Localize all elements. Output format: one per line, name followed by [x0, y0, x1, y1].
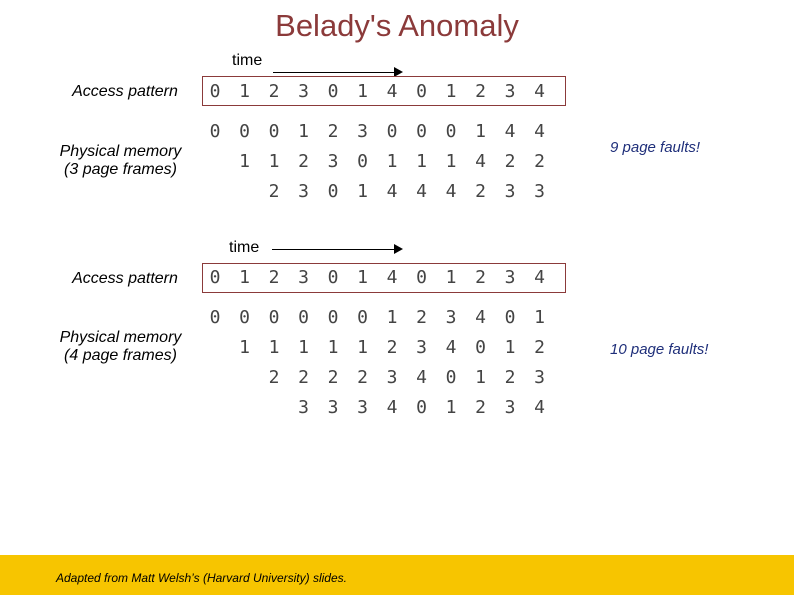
access-cell: 0 — [416, 267, 427, 288]
frame-cell: 4 — [534, 121, 545, 142]
frame-cell: 2 — [357, 367, 368, 388]
frame-cell: 2 — [327, 367, 339, 388]
frame-cell: 2 — [475, 181, 486, 202]
access-cell: 4 — [386, 267, 398, 288]
frame-cell: 0 — [504, 307, 516, 328]
frame-cell: 1 — [534, 307, 545, 328]
frame-cell: 1 — [504, 337, 516, 358]
frame-cell: 0 — [209, 307, 221, 328]
frame-cell: 4 — [475, 307, 486, 328]
frame-cell: 4 — [445, 181, 457, 202]
access-cell: 4 — [534, 267, 545, 288]
frame-cell: 3 — [357, 397, 368, 418]
frame-cell: 1 — [386, 307, 398, 328]
frame-cell: 0 — [298, 307, 309, 328]
frame-cell: 1 — [445, 151, 457, 172]
frame-cell: 0 — [327, 181, 339, 202]
frame-cell: 0 — [445, 121, 457, 142]
page-fault-count: 9 page faults! — [610, 139, 701, 156]
access-cell: 2 — [268, 267, 280, 288]
access-cell: 3 — [298, 267, 309, 288]
frame-cell: 1 — [327, 337, 339, 358]
frame-cell: 0 — [357, 307, 368, 328]
frame-cell: 0 — [416, 397, 427, 418]
frame-cell: 2 — [416, 307, 427, 328]
physical-memory-label-line1: Physical memory — [59, 143, 182, 160]
frame-cell: 1 — [298, 337, 309, 358]
frame-cell: 3 — [327, 151, 339, 172]
slide-title: Belady's Anomaly — [275, 8, 519, 43]
access-cell: 3 — [504, 81, 516, 102]
access-cell: 2 — [475, 267, 486, 288]
frame-cell: 2 — [298, 151, 309, 172]
frame-cell: 2 — [386, 337, 398, 358]
frame-cell: 1 — [475, 367, 486, 388]
frame-cell: 2 — [268, 181, 280, 202]
access-cell: 2 — [475, 81, 486, 102]
frame-cell: 3 — [504, 397, 516, 418]
frame-cell: 2 — [534, 337, 545, 358]
access-cell: 4 — [386, 81, 398, 102]
frame-cell: 2 — [298, 367, 309, 388]
physical-memory-label — [48, 329, 193, 365]
frame-cell: 3 — [298, 397, 309, 418]
frame-cell: 0 — [475, 337, 486, 358]
access-cell: 3 — [504, 267, 516, 288]
physical-memory-label-line2: (4 page frames) — [64, 347, 177, 364]
frame-cell: 4 — [416, 181, 427, 202]
frame-cell: 2 — [504, 151, 516, 172]
access-cell: 0 — [327, 81, 339, 102]
frame-cell: 0 — [445, 367, 457, 388]
frame-cell: 2 — [268, 367, 280, 388]
time-arrow-icon — [273, 72, 401, 73]
access-cell: 1 — [357, 81, 368, 102]
access-cell: 1 — [357, 267, 368, 288]
footer-bar — [0, 555, 794, 595]
frame-cell: 4 — [416, 367, 427, 388]
time-label: time — [232, 52, 263, 69]
frame-cell: 4 — [386, 397, 398, 418]
access-cell: 0 — [327, 267, 339, 288]
frame-cell: 1 — [386, 151, 398, 172]
frame-cell: 0 — [209, 121, 221, 142]
access-cell: 1 — [239, 267, 250, 288]
time-arrow-icon — [272, 249, 401, 250]
physical-memory-label-line1: Physical memory — [59, 329, 182, 346]
frame-cell: 2 — [327, 121, 339, 142]
physical-memory-label — [48, 143, 193, 179]
access-cell: 1 — [239, 81, 250, 102]
access-cell: 4 — [534, 81, 545, 102]
frame-cell: 2 — [475, 397, 486, 418]
physical-memory-label-line2: (3 page frames) — [64, 161, 177, 178]
frame-cell: 1 — [445, 397, 457, 418]
access-cell: 0 — [209, 267, 221, 288]
frame-cell: 0 — [239, 121, 250, 142]
frame-cell: 3 — [534, 181, 545, 202]
frame-cell: 3 — [327, 397, 339, 418]
access-pattern-label: Access pattern — [72, 83, 178, 100]
frame-cell: 1 — [239, 151, 250, 172]
frame-cell: 2 — [534, 151, 545, 172]
frame-cell: 4 — [386, 181, 398, 202]
frame-cell: 4 — [475, 151, 486, 172]
frame-cell: 1 — [475, 121, 486, 142]
page-fault-count: 10 page faults! — [610, 341, 709, 358]
frame-cell: 1 — [357, 181, 368, 202]
frame-cell: 0 — [327, 307, 339, 328]
frame-cell: 4 — [445, 337, 457, 358]
frame-cell: 1 — [416, 151, 427, 172]
frame-cell: 3 — [357, 121, 368, 142]
access-cell: 0 — [209, 81, 221, 102]
frame-cell: 0 — [386, 121, 398, 142]
frame-cell: 1 — [357, 337, 368, 358]
frame-cell: 3 — [445, 307, 457, 328]
frame-cell: 0 — [416, 121, 427, 142]
frame-cell: 4 — [534, 397, 545, 418]
frame-cell: 0 — [357, 151, 368, 172]
frame-cell: 2 — [504, 367, 516, 388]
frame-cell: 1 — [268, 151, 280, 172]
access-cell: 2 — [268, 81, 280, 102]
frame-cell: 1 — [298, 121, 309, 142]
frame-cell: 3 — [534, 367, 545, 388]
frame-cell: 3 — [386, 367, 398, 388]
frame-cell: 0 — [239, 307, 250, 328]
frame-cell: 0 — [268, 121, 280, 142]
access-cell: 1 — [445, 267, 457, 288]
time-label: time — [229, 239, 260, 256]
frame-cell: 3 — [504, 181, 516, 202]
footer-credit: Adapted from Matt Welsh’s (Harvard University) slides. — [56, 571, 347, 585]
access-cell: 0 — [416, 81, 427, 102]
access-pattern-label: Access pattern — [72, 270, 178, 287]
frame-cell: 3 — [298, 181, 309, 202]
frame-cell: 1 — [239, 337, 250, 358]
frame-cell: 0 — [268, 307, 280, 328]
access-cell: 1 — [445, 81, 457, 102]
frame-cell: 3 — [416, 337, 427, 358]
frame-cell: 4 — [504, 121, 516, 142]
access-cell: 3 — [298, 81, 309, 102]
frame-cell: 1 — [268, 337, 280, 358]
